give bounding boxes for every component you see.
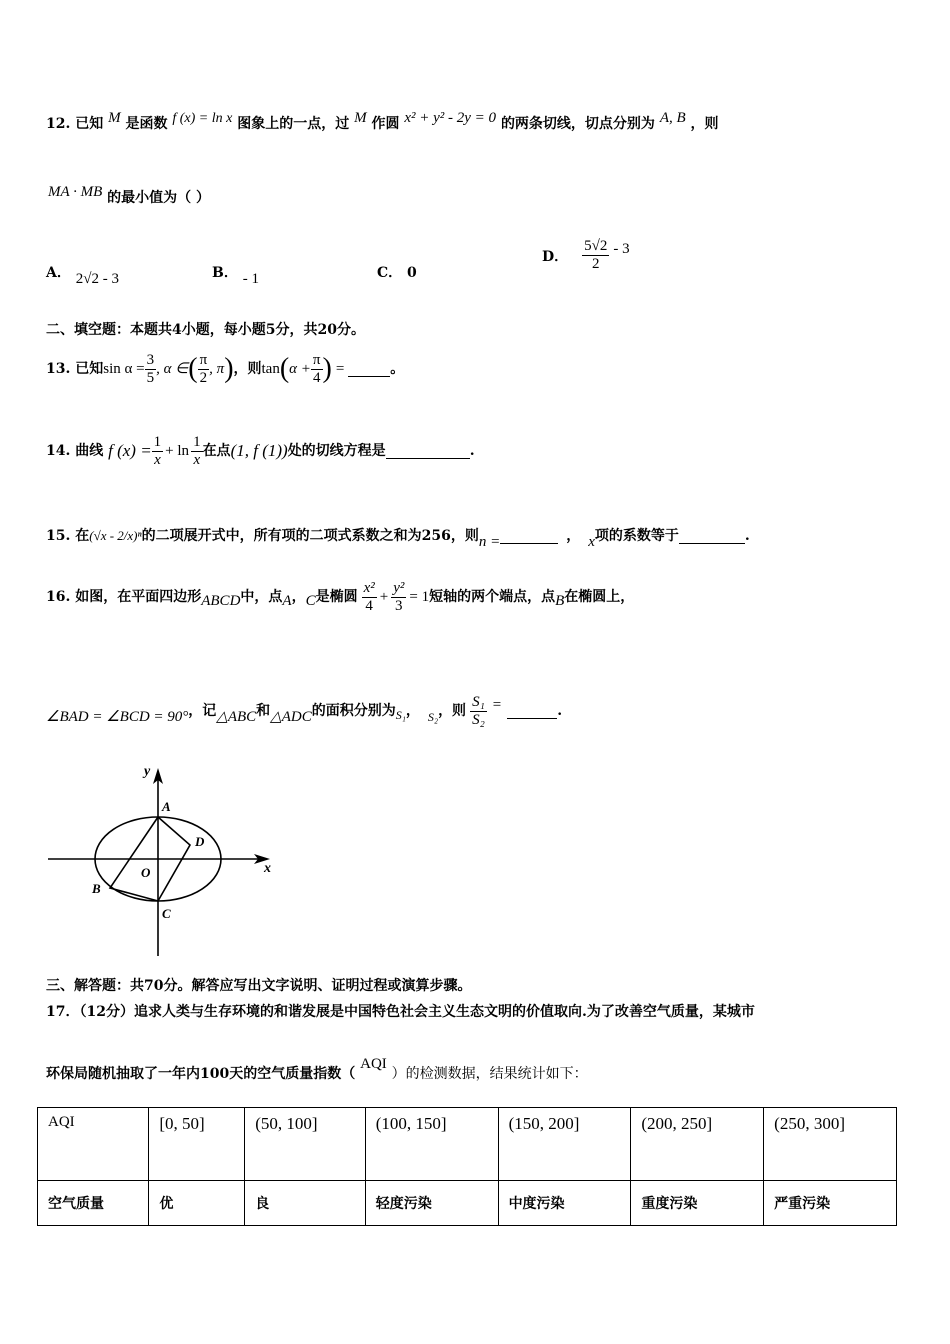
q12-text: 是函数 (125, 116, 168, 132)
q12-text: 作圆 (371, 116, 400, 132)
option-value: - 3 (613, 241, 630, 257)
q12-text: 图象上的一点，过 (237, 116, 350, 132)
q13-pi4-fraction (311, 352, 323, 387)
fraction-numerator: π (312, 351, 321, 368)
q16-plus: + (379, 589, 389, 605)
q16-text: 在椭圆上， (564, 589, 635, 605)
q16-point-c: C (305, 593, 316, 609)
table-cell: 中度污染 (498, 1181, 631, 1226)
fraction-numerator: x² (363, 579, 375, 596)
table-cell: 严重污染 (764, 1181, 897, 1226)
q17-text: ）的检测数据，结果统计如下： (391, 1066, 588, 1082)
q15-blank-n[interactable] (500, 529, 558, 544)
q16-text: 的面积分别为 (311, 703, 396, 719)
fraction-numerator: 3 (146, 351, 155, 368)
q14-number: 14. (46, 443, 71, 459)
q13-pi-fraction (198, 352, 210, 387)
q12-function: f (x) = ln x (172, 111, 233, 126)
label-c: C (162, 906, 171, 921)
q12-text: 的两条切线，切点分别为 (500, 116, 655, 132)
ellipse-figure (40, 760, 290, 970)
q14 (46, 428, 475, 474)
label-x: x (264, 861, 271, 876)
q14-fraction-1 (152, 434, 164, 469)
q16-equals-one: = 1 (409, 589, 430, 605)
q14-point: (1, f (1)) (230, 441, 288, 460)
label-o: O (141, 865, 151, 880)
q13-condition: , α ∈ (156, 361, 189, 377)
q13-fraction (145, 352, 157, 387)
q16-point-a: A (282, 593, 292, 609)
q12-option-c (377, 262, 417, 282)
q15-blank-coef[interactable] (679, 529, 745, 544)
q15-text: 项的系数等于 (594, 528, 679, 544)
q13-sin: sin α = (103, 361, 145, 377)
fraction-numerator: 1 (153, 433, 162, 450)
q16-text: 是椭圆 (315, 589, 358, 605)
q16-equals: = (492, 697, 502, 713)
option-value: 2√2 - 3 (75, 271, 119, 287)
q14-function: f (x) = (108, 441, 152, 460)
q12-line1 (46, 110, 719, 135)
q13-alpha: α + (289, 361, 311, 377)
q16-text: ， (405, 703, 420, 719)
q12-text: 已知 (75, 116, 104, 132)
label-a: A (162, 799, 171, 814)
table-cell: 重度污染 (631, 1181, 764, 1226)
q13-text: 已知 (75, 361, 104, 377)
q15-n: n = (478, 534, 501, 550)
q13 (46, 346, 404, 392)
q15-x: x (588, 534, 595, 550)
q16-text: ， (291, 589, 306, 605)
fraction-denominator: 5 (146, 369, 155, 386)
q16-text: ，记 (188, 703, 217, 719)
q16-ratio (470, 694, 487, 729)
q12-line2 (48, 184, 211, 208)
fraction-denominator: 4 (312, 369, 321, 386)
table-row (38, 1108, 897, 1181)
q16-text: ，则 (438, 703, 467, 719)
q12-tangent-points: A, B (659, 110, 686, 126)
q14-text: 曲线 (75, 443, 104, 459)
fraction-denominator: x (193, 451, 201, 468)
q13-equals: = (335, 361, 345, 377)
q16-quadrilateral: ABCD (201, 593, 241, 609)
table-cell: 空气质量 (38, 1181, 149, 1226)
q16-triangle-abc: △ABC (216, 709, 257, 725)
section-3-heading: 三、解答题：共70分。解答应写出文字说明、证明过程或演算步骤。 (46, 978, 472, 994)
q16-s1: S₁ (395, 708, 406, 722)
table-cell: (100, 150] (365, 1108, 498, 1181)
q14-ln: + ln (165, 443, 190, 459)
q16-line2 (46, 686, 562, 736)
option-d-fraction (582, 238, 609, 273)
q14-text: 处的切线方程是 (287, 443, 386, 459)
q16-number: 16. (46, 589, 71, 605)
fraction-numerator: y² (393, 579, 405, 596)
option-label: D． (542, 248, 569, 265)
q12-text: ，则 (690, 116, 719, 132)
q17-line1: 17．（12分）追求人类与生存环境的和谐发展是中国特色社会主义生态文明的价值取向.为了改善空气质量，某城市 (46, 1004, 755, 1020)
q17-aqi: AQI (360, 1056, 387, 1072)
q16-ellipse-y (391, 580, 406, 615)
q15 (46, 524, 750, 548)
q17-line2 (46, 1056, 588, 1084)
q13-tan: tan (261, 361, 280, 377)
aqi-table (37, 1107, 897, 1226)
q16-text: 如图，在平面四边形 (75, 589, 202, 605)
q13-text: ，则 (233, 361, 262, 377)
q12-dot-product: MA · MB (48, 184, 103, 200)
option-value: 0 (407, 265, 417, 281)
q15-number: 15. (46, 528, 71, 544)
q12-text: 的最小值为（ ） (107, 190, 211, 206)
paren-left: ( (279, 353, 290, 384)
option-value: - 1 (242, 271, 259, 287)
q12-option-d (542, 238, 630, 273)
q16-text: 中，点 (240, 589, 283, 605)
paren-right: ) (322, 353, 332, 384)
q15-binomial: (√x - 2/x)ⁿ (89, 528, 142, 543)
q16-text: 短轴的两个端点，点 (429, 589, 556, 605)
table-cell: AQI (38, 1108, 149, 1181)
q16-s2: S₂ (427, 710, 439, 724)
q13-number: 13. (46, 361, 71, 377)
fraction-numerator: 5√2 (584, 238, 608, 254)
label-y: y (144, 764, 151, 779)
q14-text: 在点 (202, 443, 231, 459)
q14-fraction-2 (191, 434, 203, 469)
paren-left: ( (188, 353, 198, 384)
paren-right: ) (224, 353, 234, 384)
q15-end: . (744, 528, 750, 544)
table-cell: (50, 100] (245, 1108, 366, 1181)
fraction-numerator: 1 (193, 433, 201, 450)
table-cell: (200, 250] (631, 1108, 764, 1181)
table-cell: 优 (149, 1181, 245, 1226)
q12-number: 12. (46, 116, 71, 132)
q12-point-m: M (354, 110, 367, 126)
q15-text: 在 (75, 528, 90, 544)
q16-end: . (557, 703, 563, 719)
label-b: B (92, 881, 101, 896)
q12-option-b (212, 262, 259, 287)
q13-interval-end: , π (209, 361, 225, 377)
option-label: B． (212, 265, 238, 281)
table-row (38, 1181, 897, 1226)
fraction-denominator: S₂ (472, 711, 485, 728)
q12-point-m: M (108, 110, 121, 126)
option-label: A． (46, 265, 71, 281)
section-2-heading: 二、填空题：本题共4小题，每小题5分，共20分。 (46, 322, 365, 338)
table-cell: 轻度污染 (365, 1181, 498, 1226)
q15-text: 的二项展开式中，所有项的二项式系数之和为256，则 (141, 528, 479, 544)
q13-answer-blank[interactable] (348, 362, 390, 377)
fraction-numerator: S₁ (472, 693, 485, 710)
q17-text: 环保局随机抽取了一年内100天的空气质量指数（ (46, 1066, 356, 1082)
fraction-denominator: 4 (365, 597, 373, 614)
q12-option-a (46, 262, 119, 287)
fraction-denominator: 2 (199, 369, 208, 386)
fraction-denominator: x (154, 451, 161, 468)
table-cell: [0, 50] (149, 1108, 245, 1181)
table-cell: (150, 200] (498, 1108, 631, 1181)
q16-line1 (46, 574, 634, 620)
fraction-denominator: 3 (395, 597, 403, 614)
fraction-numerator: π (199, 351, 208, 368)
option-label: C． (377, 265, 403, 281)
q16-angle-condition: ∠BAD = ∠BCD = 90° (46, 709, 189, 725)
label-d: D (195, 834, 205, 849)
table-cell: 良 (245, 1181, 366, 1226)
q12-circle-equation: x² + y² - 2y = 0 (404, 110, 497, 126)
q16-ellipse-x (362, 580, 377, 615)
q16-triangle-adc: △ADC (270, 709, 312, 725)
q14-end: . (469, 443, 475, 459)
q15-text: ， (566, 528, 581, 544)
fraction-denominator: 2 (592, 256, 600, 272)
q14-answer-blank[interactable] (386, 444, 470, 459)
q13-end: 。 (390, 361, 405, 377)
q16-text: 和 (256, 703, 271, 719)
q16-point-b: B (555, 593, 565, 609)
table-cell: (250, 300] (764, 1108, 897, 1181)
q16-answer-blank[interactable] (507, 704, 557, 719)
